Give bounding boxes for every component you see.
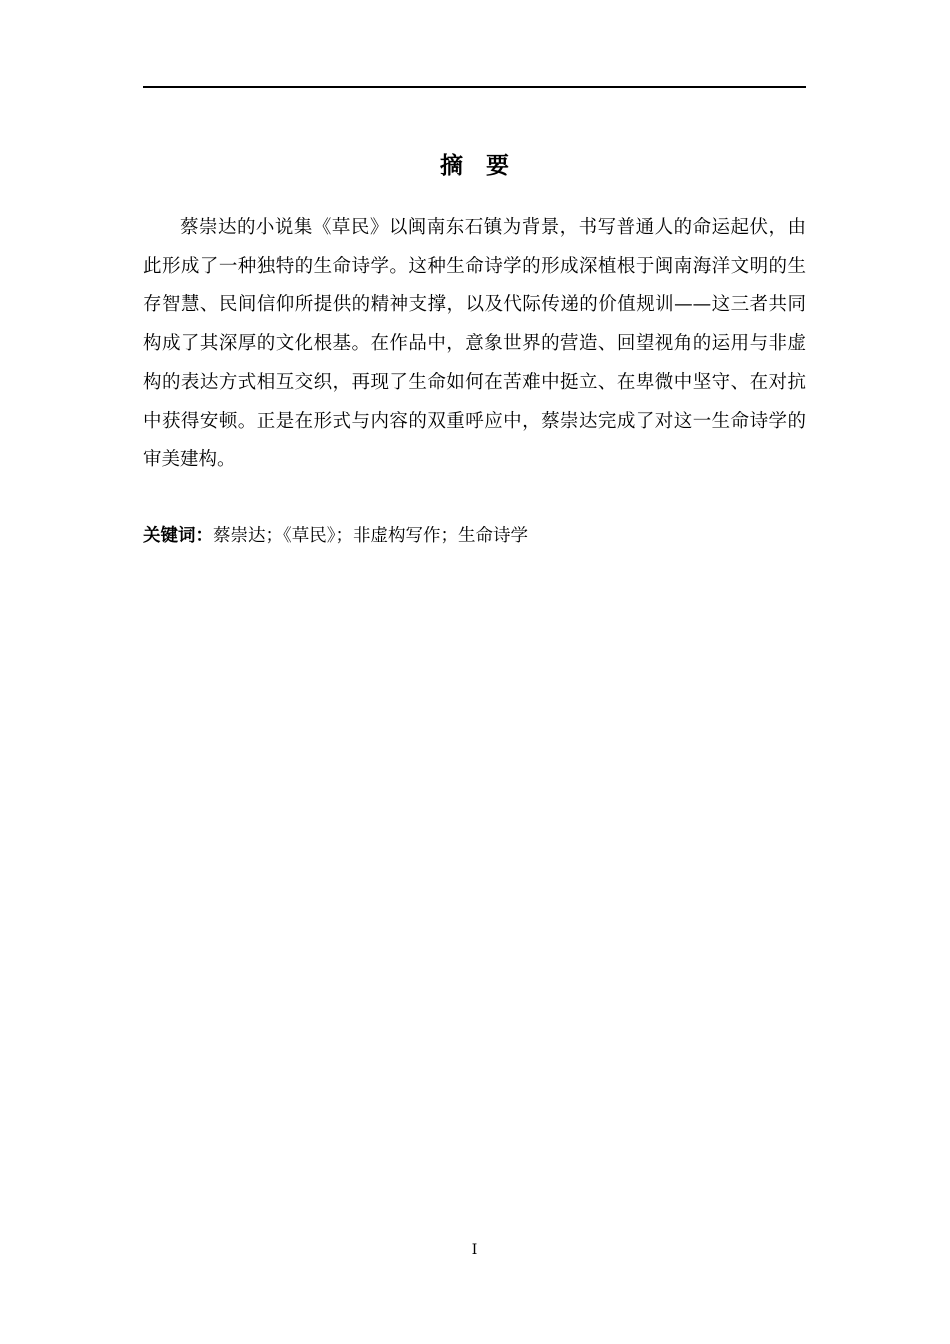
keywords-line bbox=[143, 520, 806, 552]
abstract-title: 摘 要 bbox=[440, 153, 509, 179]
abstract-paragraph: 蔡崇达的小说集《草民》以闽南东石镇为背景，书写普通人的命运起伏，由此形成了一种独特的生命诗学。这种生命诗学的形成深植根于闽南海洋文明的生存智慧、民间信仰所提供的精神支撑，以及代际传递的价值规训——这三者共同构成了其深厚的文化根基。在作品中，意象世界的营造、回望视角的运用与非虚构的表达方式相互交织，再现了生命如何在苦难中挺立、在卑微中坚守、在对抗中获得安顿。正是在形式与内容的双重呼应中，蔡崇达完成了对这一生命诗学的审美建构。 bbox=[143, 217, 806, 471]
header-rule bbox=[143, 86, 806, 88]
keywords-label: 关键词： bbox=[143, 526, 213, 546]
keywords-text: 蔡崇达；《草民》；非虚构写作；生命诗学 bbox=[213, 526, 528, 546]
page-number: I bbox=[471, 1242, 478, 1258]
